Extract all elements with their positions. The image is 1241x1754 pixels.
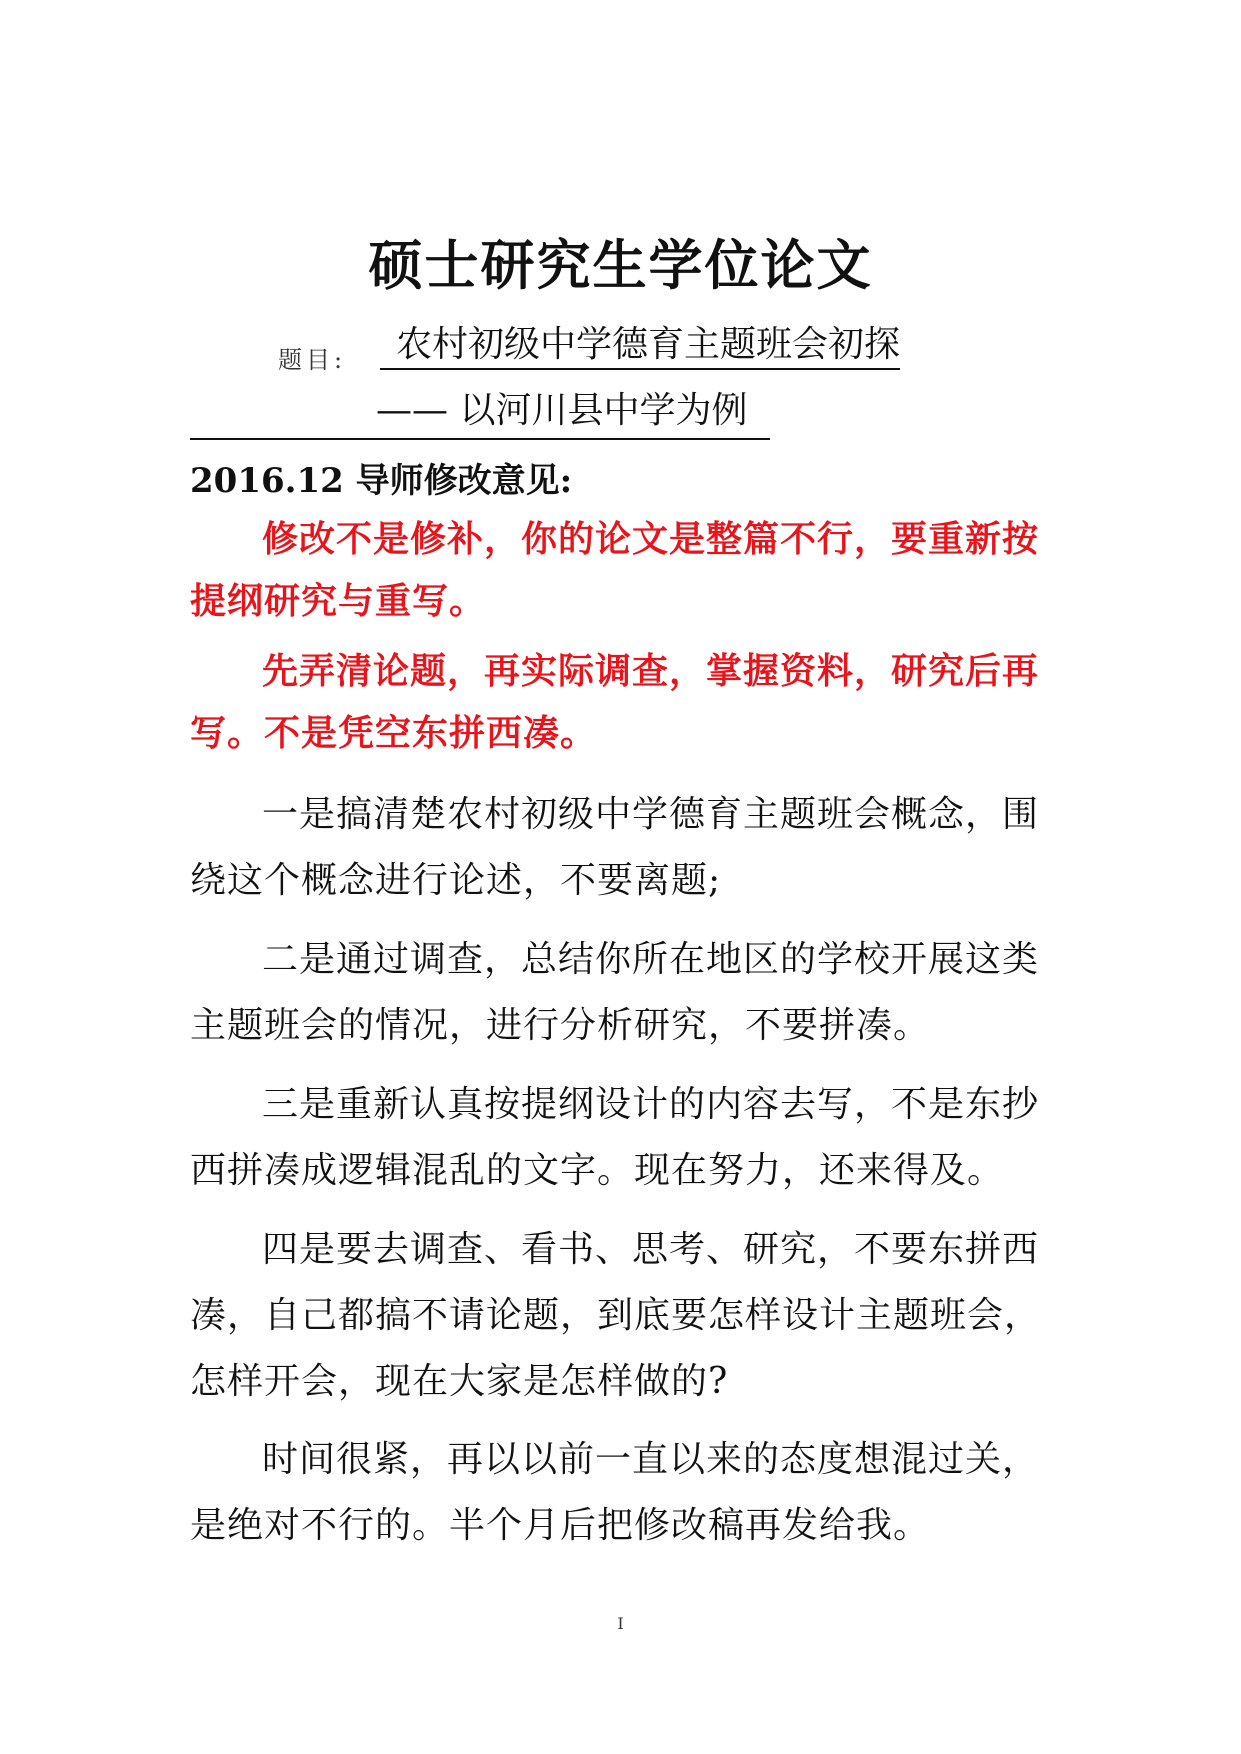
- comment-paragraph-2: 先弄清论题，再实际调查，掌握资料，研究后再写。不是凭空东拼西凑。: [190, 650, 1040, 754]
- comment-paragraph-3: 一是搞清楚农村初级中学德育主题班会概念，围绕这个概念进行论述，不要离题;: [190, 794, 1040, 901]
- comment-paragraph-1: 修改不是修补，你的论文是整篇不行，要重新按提纲研究与重写。: [190, 518, 1040, 622]
- topic-subtitle: —— 以河川县中学为例: [376, 390, 748, 431]
- comment-paragraph-6: 四是要去调查、看书、思考、研究，不要东拼西凑，自己都搞不请论题，到底要怎样设计主题班会，怎样开会，现在大家是怎样做的?: [190, 1229, 1042, 1402]
- advisor-comments-heading: 2016.12 导师修改意见:: [190, 461, 573, 501]
- comment-paragraph-5: 三是重新认真按提纲设计的内容去写，不是东抄西拼凑成逻辑混乱的文字。现在努力，还来得及。: [190, 1084, 1040, 1191]
- comment-paragraph-4: 二是通过调查，总结你所在地区的学校开展这类主题班会的情况，进行分析研究，不要拼凑。: [190, 939, 1040, 1046]
- page-number: I: [617, 1614, 624, 1633]
- topic-subtitle-line: [190, 388, 770, 440]
- comment-paragraph-7: 时间很紧，再以以前一直以来的态度想混过关，是绝对不行的。半个月后把修改稿再发给我。: [190, 1439, 1040, 1546]
- topic-main-title: 农村初级中学德育主题班会初探: [380, 322, 900, 370]
- topic-line: [0, 322, 1241, 372]
- topic-label: 题目:: [278, 346, 347, 374]
- document-title: 硕士研究生学位论文: [368, 233, 873, 297]
